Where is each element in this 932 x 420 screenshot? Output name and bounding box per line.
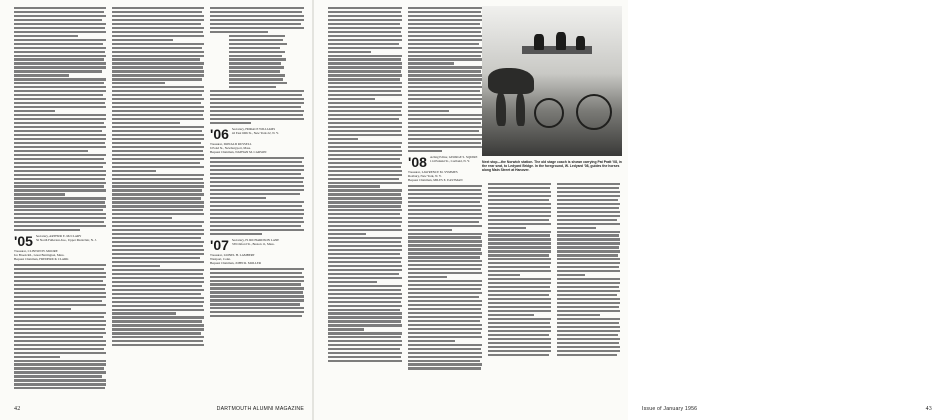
left-running-footer: DARTMOUTH ALUMNI MAGAZINE bbox=[216, 406, 304, 412]
text-block bbox=[112, 6, 204, 347]
treasurer-06: Treasurer, DONALD RUSSELL bbox=[210, 142, 252, 147]
class-head-05 bbox=[14, 234, 106, 261]
column-2 bbox=[112, 6, 204, 402]
secretary-address-06: 42 East 60th St., New York 22, N. Y. bbox=[231, 131, 279, 136]
secretary-address-05: 56 North Fullerton Ave., Upper Montclair, N. J. bbox=[35, 238, 97, 243]
secretary-address-07: 339 Oxford St., Boston 11, Mass. bbox=[231, 241, 275, 246]
secretary-07: Secretary, H. RICHARDSON LANE bbox=[231, 237, 280, 242]
passenger-figure bbox=[534, 34, 544, 50]
treasurer-address-08: Roxbury, New York, N. Y. bbox=[408, 173, 442, 178]
treasurer-08: Treasurer, LAWRENCE M. SYMMES bbox=[408, 169, 458, 174]
class-head-07 bbox=[210, 238, 304, 265]
text-block bbox=[210, 6, 304, 125]
bequest-08: Bequest Chairman, MILES E. EASTMAN bbox=[408, 177, 463, 182]
class-head-06 bbox=[210, 127, 304, 154]
bequest-07: Bequest Chairman, JOHN R. MOLLER bbox=[210, 260, 261, 265]
coach-wheel bbox=[576, 94, 612, 130]
treasurer-05: Treasurer, CLINTON H. MOORE bbox=[14, 249, 58, 254]
class-year-07: '07 bbox=[210, 236, 229, 253]
treasurer-address-07: Westport, Conn. bbox=[210, 256, 231, 261]
class-year-08: '08 bbox=[408, 153, 427, 170]
text-block bbox=[328, 6, 402, 363]
bequest-05: Bequest Chairman, FREDERICK CLARK bbox=[14, 257, 69, 262]
text-block bbox=[210, 267, 304, 319]
secretary-06: Secretary, HORACE WILLIAMS bbox=[231, 127, 276, 132]
class-head-08 bbox=[408, 155, 482, 182]
right-page-number: 43 bbox=[925, 406, 932, 412]
text-block bbox=[408, 184, 482, 371]
class-year-05: '05 bbox=[14, 233, 33, 250]
class-year-06: '06 bbox=[210, 126, 229, 143]
column-1 bbox=[14, 6, 106, 402]
right-running-footer: Issue of January 1956 bbox=[642, 406, 698, 412]
passenger-figure bbox=[576, 36, 585, 50]
treasurer-address-05: Ice Brook Rd., Great Barrington, Mass. bbox=[14, 253, 65, 258]
coach-wheel bbox=[534, 98, 564, 128]
bequest-06: Bequest Chairman, NATHAN M. CARSON bbox=[210, 150, 267, 155]
stage-coach-photo bbox=[482, 6, 622, 156]
column-4 bbox=[328, 6, 402, 402]
horse bbox=[488, 68, 534, 94]
horse-leg bbox=[516, 92, 525, 126]
treasurer-address-06: 6 Pond St., Newburyport, Mass. bbox=[210, 146, 251, 151]
text-block bbox=[14, 263, 106, 390]
text-block bbox=[14, 6, 106, 232]
secretary-08: Acting Editor, GEORGE S. SQUIRE bbox=[429, 154, 478, 159]
secretary-address-08: 114 Pulaski St., Cortland, N. Y. bbox=[429, 158, 470, 163]
column-5 bbox=[408, 6, 482, 402]
text-block bbox=[408, 6, 482, 153]
passenger-figure bbox=[556, 32, 566, 50]
text-block bbox=[210, 156, 304, 235]
treasurer-07: Treasurer, LIONEL H. LAMBERT bbox=[210, 252, 255, 257]
secretary-05: Secretary, ARTHUR E. McCLARY bbox=[35, 234, 82, 239]
photo-caption: Next stop—the Norwich station. The old stage coach is shown carrying Pat Pratt '08, in the rear seat, to Ledyard Bridge. In the foreground, W. Ledyard '08, guides the horses along Main Street at Hanover. bbox=[482, 160, 622, 173]
text-block bbox=[557, 182, 620, 357]
text-block bbox=[488, 182, 551, 357]
horse-leg bbox=[496, 92, 506, 126]
right-footer bbox=[642, 406, 932, 412]
column-3 bbox=[210, 6, 304, 402]
left-footer bbox=[14, 406, 304, 412]
left-page bbox=[0, 0, 314, 420]
left-page-number: 42 bbox=[14, 406, 21, 412]
